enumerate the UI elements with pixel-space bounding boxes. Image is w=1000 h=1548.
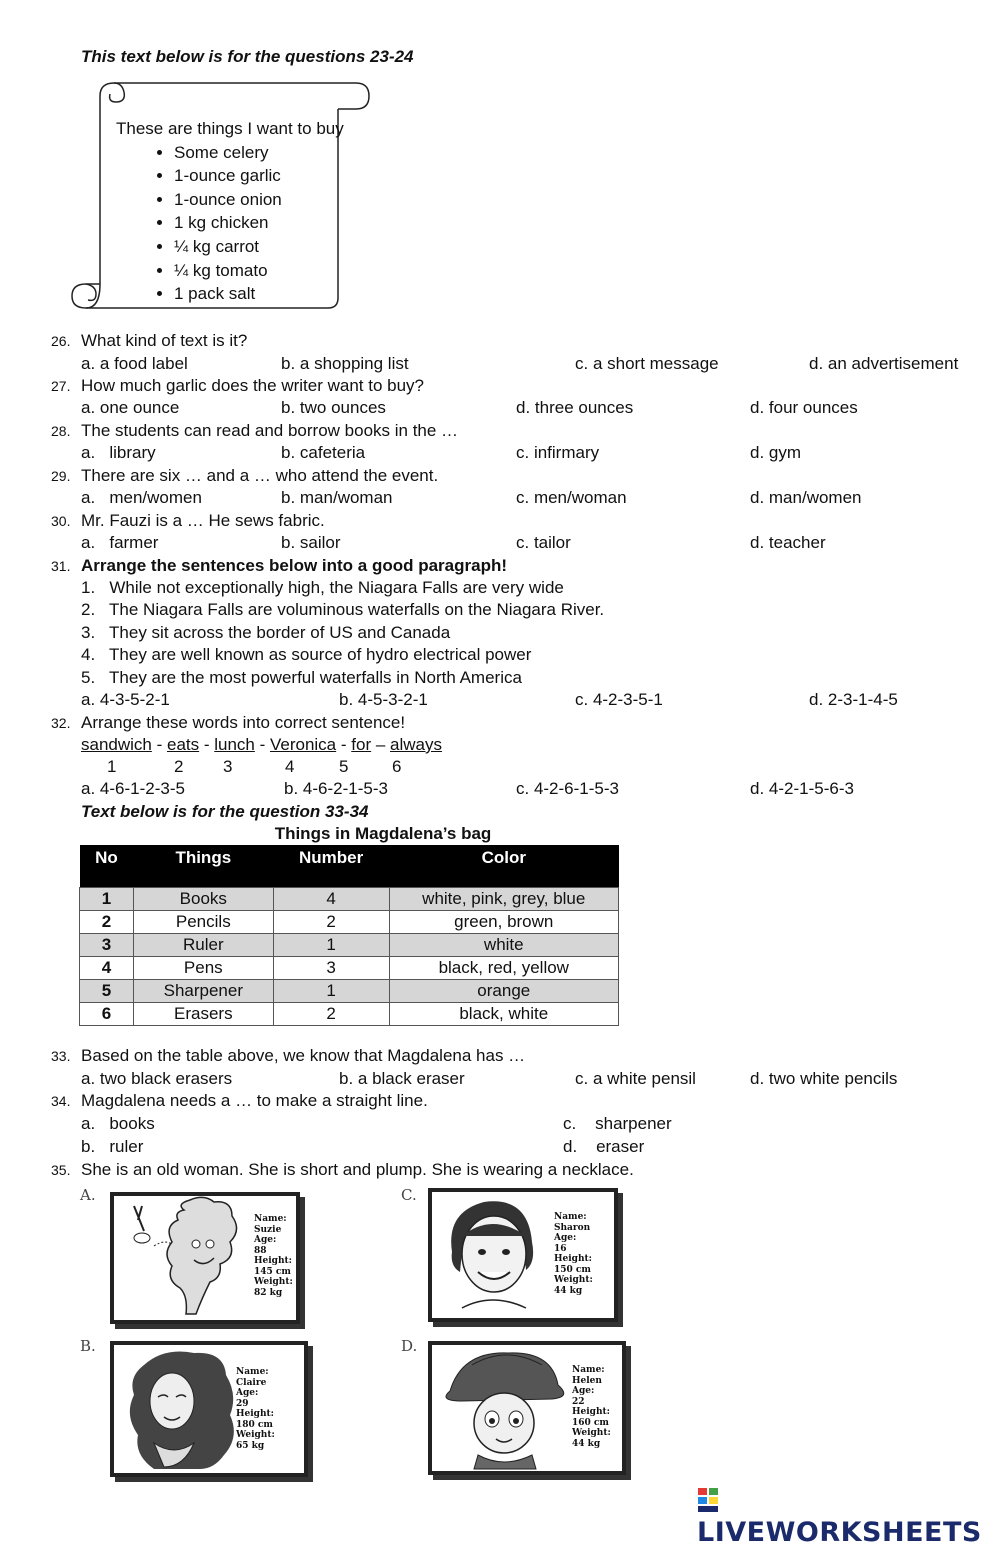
option-c[interactable]: c. 4-2-3-5-1 (575, 690, 663, 709)
option-a[interactable]: a. library (81, 443, 156, 462)
option-a[interactable]: a. one ounce (81, 398, 180, 417)
question-32: Arrange these words into correct sentence! (81, 713, 406, 732)
option-b[interactable]: b. ruler (81, 1137, 144, 1156)
sentence-item: 1. While not exceptionally high, the Niagara Falls are very wide (81, 578, 564, 597)
sentence-item: 5. They are the most powerful waterfalls in North America (81, 668, 522, 687)
option-c[interactable]: c. 4-2-6-1-5-3 (516, 779, 619, 798)
option-d[interactable]: d. gym (750, 443, 802, 462)
cell-no: 4 (80, 957, 134, 980)
option-c[interactable]: c. a short message (575, 354, 719, 373)
separator: - (254, 735, 270, 754)
option-b[interactable]: b. two ounces (281, 398, 386, 417)
info-line: 150 cm (554, 1264, 591, 1275)
cell-number: 2 (273, 1003, 389, 1026)
info-line: 65 kg (236, 1440, 265, 1451)
cell-number: 4 (273, 888, 389, 911)
option-b[interactable]: b. 4-6-2-1-5-3 (284, 779, 388, 798)
table-row (80, 911, 619, 934)
option-b[interactable]: b. man/woman (281, 488, 393, 507)
header-cell: Color (389, 845, 618, 888)
card-a-info (254, 1214, 293, 1298)
question-number: 28. (51, 423, 71, 439)
separator: - (199, 735, 215, 754)
liveworksheets-icon (697, 1487, 719, 1513)
question-number: 35. (51, 1162, 71, 1178)
cell-color: white, pink, grey, blue (389, 888, 618, 911)
list-item: • 1-ounce garlic (174, 164, 344, 188)
option-d[interactable]: d. an advertisement (809, 354, 959, 373)
word-number: 2 (174, 757, 184, 776)
info-line: 16 (554, 1243, 567, 1254)
separator: - (336, 735, 352, 754)
info-line: Age: (236, 1388, 259, 1398)
sentence-item: 4. They are well known as source of hydro electrical power (81, 645, 532, 664)
card-c-info (554, 1212, 593, 1296)
question-number: 33. (51, 1048, 71, 1064)
info-line: Age: (554, 1233, 577, 1243)
word-number: 1 (107, 757, 117, 776)
cell-no: 6 (80, 1003, 134, 1026)
card-c[interactable] (428, 1188, 618, 1322)
option-c[interactable]: c. infirmary (516, 443, 600, 462)
cell-no: 5 (80, 980, 134, 1003)
question-33: Based on the table above, we know that Magdalena has … (81, 1046, 526, 1065)
cell-color: white (389, 934, 618, 957)
cell-thing: Sharpener (133, 980, 273, 1003)
option-d[interactable]: d. eraser (563, 1137, 645, 1156)
list-item: • 1 kg chicken (174, 211, 344, 235)
option-c[interactable]: c. tailor (516, 533, 571, 552)
question-number: 27. (51, 378, 71, 394)
list-item: • 1-ounce onion (174, 188, 344, 212)
table-header (80, 845, 619, 888)
question-number: 31. (51, 558, 71, 574)
info-line: Age: (254, 1235, 277, 1245)
table-row (80, 934, 619, 957)
option-d[interactable]: d. 4-2-1-5-6-3 (750, 779, 854, 798)
info-line: 44 kg (554, 1285, 583, 1296)
info-line: Name: (236, 1367, 269, 1377)
scroll-heading: These are things I want to buy (116, 119, 344, 138)
info-line: Suzie (254, 1224, 282, 1235)
cell-color: green, brown (389, 911, 618, 934)
option-d[interactable]: d. 2-3-1-4-5 (809, 690, 898, 709)
question-30: Mr. Fauzi is a … He sews fabric. (81, 511, 325, 530)
question-number: 30. (51, 513, 71, 529)
question-number: 34. (51, 1093, 71, 1109)
cell-number: 1 (273, 980, 389, 1003)
info-line: Weight: (554, 1275, 593, 1285)
option-a[interactable]: a. 4-6-1-2-3-5 (81, 779, 185, 798)
intro-33-34: Text below is for the question 33-34 (81, 802, 369, 821)
header-cell: Things (133, 845, 273, 888)
cell-thing: Pens (133, 957, 273, 980)
option-a[interactable]: a. two black erasers (81, 1069, 233, 1088)
info-line: Claire (236, 1377, 267, 1388)
cell-number: 3 (273, 957, 389, 980)
table-row (80, 1003, 619, 1026)
cell-thing: Erasers (133, 1003, 273, 1026)
card-letter-a: A. (80, 1186, 96, 1204)
table-row (80, 888, 619, 911)
table-row (80, 980, 619, 1003)
cell-color: orange (389, 980, 618, 1003)
card-letter-c: C. (401, 1186, 417, 1204)
option-a[interactable]: a. 4-3-5-2-1 (81, 690, 170, 709)
question-31: Arrange the sentences below into a good paragraph! (81, 556, 508, 575)
option-a[interactable]: a. books (81, 1114, 155, 1133)
separator: – (371, 735, 391, 754)
option-d[interactable]: d. two white pencils (750, 1069, 898, 1088)
info-line: Height: (572, 1407, 610, 1417)
card-d[interactable] (428, 1341, 626, 1475)
option-c[interactable]: c. sharpener (563, 1114, 672, 1133)
word: lunch (214, 735, 255, 754)
shopping-list (116, 117, 344, 306)
info-line: Name: (572, 1365, 605, 1375)
list-item: • ¼ kg carrot (174, 235, 344, 259)
info-line: 22 (572, 1396, 585, 1407)
list-item: • ¼ kg tomato (174, 259, 344, 283)
info-line: Weight: (572, 1428, 611, 1438)
info-line: Name: (254, 1214, 287, 1224)
word: always (390, 735, 442, 754)
card-letter-b: B. (80, 1337, 96, 1355)
cell-number: 1 (273, 934, 389, 957)
cell-no: 1 (80, 888, 134, 911)
question-number: 32. (51, 715, 71, 731)
word-number: 4 (285, 757, 295, 776)
info-line: Height: (236, 1409, 274, 1419)
option-c[interactable]: c. men/woman (516, 488, 627, 507)
word-number: 6 (392, 757, 402, 776)
card-d-info (572, 1365, 611, 1449)
option-b[interactable]: b. 4-5-3-2-1 (339, 690, 428, 709)
table-title: Things in Magdalena’s bag (274, 824, 492, 843)
cell-number: 2 (273, 911, 389, 934)
info-line: Sharon (554, 1222, 591, 1233)
question-27: How much garlic does the writer want to buy? (81, 376, 424, 395)
option-b[interactable]: b. cafeteria (281, 443, 366, 462)
intro-23-24: This text below is for the questions 23-24 (81, 47, 414, 66)
info-line: Height: (254, 1256, 292, 1266)
question-26: What kind of text is it? (81, 331, 248, 350)
bag-table (79, 845, 619, 1026)
liveworksheets-logo[interactable] (697, 1486, 1000, 1548)
word: Veronica (269, 735, 337, 754)
question-28: The students can read and borrow books in the … (81, 421, 459, 440)
list-item: • Some celery (174, 141, 344, 165)
word-number: 5 (339, 757, 349, 776)
word-number: 3 (223, 757, 233, 776)
word: for (351, 735, 372, 754)
info-line: Height: (554, 1254, 592, 1264)
cell-color: black, red, yellow (389, 957, 618, 980)
sentence-item: 3. They sit across the border of US and Canada (81, 623, 451, 642)
option-a[interactable]: a. a food label (81, 354, 188, 373)
option-b[interactable]: b. sailor (281, 533, 341, 552)
info-line: Weight: (254, 1277, 293, 1287)
option-d[interactable]: d. man/women (750, 488, 862, 507)
option-d[interactable]: d. teacher (750, 533, 826, 552)
cell-no: 2 (80, 911, 134, 934)
question-29: There are six … and a … who attend the event. (81, 466, 439, 485)
cell-thing: Pencils (133, 911, 273, 934)
curly-hair-woman-portrait (114, 1345, 304, 1473)
info-line: 82 kg (254, 1287, 283, 1298)
list-item: • 1 pack salt (174, 282, 344, 306)
info-line: Age: (572, 1386, 595, 1396)
question-34: Magdalena needs a … to make a straight line. (81, 1091, 428, 1110)
option-d[interactable]: d. four ounces (750, 398, 858, 417)
info-line: 44 kg (572, 1438, 601, 1449)
card-b[interactable] (110, 1341, 308, 1477)
option-c[interactable]: d. three ounces (516, 398, 634, 417)
question-number: 29. (51, 468, 71, 484)
option-a[interactable]: a. men/women (81, 488, 202, 507)
cell-thing: Ruler (133, 934, 273, 957)
word: sandwich (81, 735, 152, 754)
sentence-item: 2. The Niagara Falls are voluminous waterfalls on the Niagara River. (81, 600, 605, 619)
header-cell: Number (273, 845, 389, 888)
scrambled-words (81, 735, 442, 755)
info-line: Weight: (236, 1430, 275, 1440)
card-letter-d: D. (401, 1337, 418, 1355)
table-row (80, 957, 619, 980)
question-number: 26. (51, 333, 71, 349)
info-line: Helen (572, 1375, 602, 1386)
brand-text: LIVEWORKSHEETS (697, 1517, 982, 1548)
info-line: 29 (236, 1398, 249, 1409)
info-line: Name: (554, 1212, 587, 1222)
option-b[interactable]: b. a black eraser (339, 1069, 465, 1088)
option-a[interactable]: a. farmer (81, 533, 159, 552)
header-cell: No (80, 845, 134, 888)
option-c[interactable]: c. a white pensil (575, 1069, 696, 1088)
info-line: 145 cm (254, 1266, 291, 1277)
cell-no: 3 (80, 934, 134, 957)
info-line: 160 cm (572, 1417, 609, 1428)
card-a[interactable] (110, 1192, 300, 1324)
cell-color: black, white (389, 1003, 618, 1026)
separator: - (151, 735, 167, 754)
card-b-info (236, 1367, 275, 1451)
question-35: She is an old woman. She is short and plump. She is wearing a necklace. (81, 1160, 634, 1179)
info-line: 180 cm (236, 1419, 273, 1430)
word: eats (166, 735, 200, 754)
option-b[interactable]: b. a shopping list (281, 354, 409, 373)
cell-thing: Books (133, 888, 273, 911)
info-line: 88 (254, 1245, 267, 1256)
